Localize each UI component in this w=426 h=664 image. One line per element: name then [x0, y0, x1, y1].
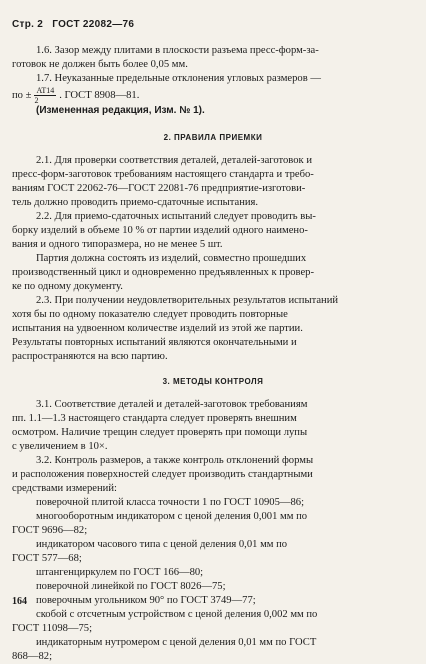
paragraph-2-3 — [12, 294, 416, 364]
text-line: испытания на удвоенном количестве изделий из этой же партии. — [12, 323, 303, 334]
formula-prefix: по ± — [12, 89, 32, 101]
text-line: с увеличением в 10×. — [12, 441, 108, 452]
fraction — [34, 86, 56, 105]
section-2-heading: 2. ПРАВИЛА ПРИЕМКИ — [163, 133, 263, 142]
list-item: поверочным угольником 90° по ГОСТ 3749—77; — [36, 595, 256, 606]
paragraph-1-6 — [12, 44, 416, 58]
list-item: многооборотным индикатором с ценой деления 0,001 мм по — [36, 511, 308, 522]
list-item: индикатором часового типа с ценой деления 0,01 мм по — [36, 539, 288, 550]
list-item: скобой с отсчетным устройством с ценой деления 0,002 мм по — [36, 609, 318, 620]
edition-note — [12, 104, 416, 118]
text-line: готовок не должен быть более 0,05 мм. — [12, 59, 188, 70]
paragraph-3-1 — [12, 398, 416, 454]
page-number: 164 — [12, 596, 27, 607]
fraction-numerator: AT14 — [36, 86, 55, 95]
text-line: 3.1. Соответствие деталей и деталей-заготовок требованиям — [36, 399, 308, 410]
paragraph-1-7-formula — [12, 86, 416, 105]
text-line: хотя бы по одному показателю следует проводить повторные — [12, 309, 288, 320]
text-line: 1.7. Неуказанные предельные отклонения угловых размеров — — [36, 73, 321, 84]
text-line: осмотром. Наличие трещин следует проверять при помощи лупы — [12, 427, 308, 438]
section-3-heading: 3. МЕТОДЫ КОНТРОЛЯ — [162, 377, 264, 386]
paragraph-2-2 — [12, 210, 416, 252]
page-label: Стр. 2 — [12, 19, 44, 30]
fraction-denominator: 2 — [34, 96, 39, 105]
list-item: поверочной линейкой по ГОСТ 8026—75; — [36, 581, 226, 592]
text-line: 2.3. При получении неудовлетворительных результатов испытаний — [36, 295, 339, 306]
text-line: ке по одному документу. — [12, 281, 123, 292]
text-line: ваниям ГОСТ 22062-76—ГОСТ 22081-76 предприятие-изготови- — [12, 183, 306, 194]
text-line: борку изделий в объеме 10 % от партии изделий одного наимено- — [12, 225, 308, 236]
list-item: штангенциркулем по ГОСТ 166—80; — [36, 567, 204, 578]
paragraph-3-2 — [12, 454, 416, 496]
edition-note-text: (Измененная редакция, Изм. № 1). — [36, 105, 205, 116]
paragraph-1-6-cont — [12, 58, 416, 72]
text-line: вания и одного типоразмера, но не менее 5 шт. — [12, 239, 223, 250]
list-item-cont: ГОСТ 577—68; — [12, 553, 82, 564]
text-line: Результаты повторных испытаний являются окончательными и — [12, 337, 297, 348]
text-line: производственный цикл и одновременно предъявленных к провер- — [12, 267, 314, 278]
text-line: 3.2. Контроль размеров, а также контроль отклонений формы — [36, 455, 314, 466]
text-line: Партия должна состоять из изделий, совместно прошедших — [36, 253, 307, 264]
text-line: тель должно проводить приемо-сдаточные испытания. — [12, 197, 259, 208]
text-line: средствами измерений: — [12, 483, 117, 494]
text-line: распространяются на всю партию. — [12, 351, 168, 362]
paragraph-1-7 — [12, 72, 416, 86]
list-item-cont: 868—82; — [12, 651, 53, 662]
list-item: индикаторным нутромером с ценой деления 0,01 мм по ГОСТ — [36, 637, 317, 648]
list-item-cont: ГОСТ 11098—75; — [12, 623, 93, 634]
text-line: 2.2. Для приемо-сдаточных испытаний следует проводить вы- — [36, 211, 316, 222]
instrument-list — [12, 496, 416, 664]
text-line: пресс-форм-заготовок требованиям настоящего стандарта и требо- — [12, 169, 314, 180]
list-item: поверочной плитой класса точности 1 по ГОСТ 10905—86; — [36, 497, 305, 508]
formula-suffix: . ГОСТ 8908—81. — [59, 89, 140, 101]
text-line: 2.1. Для проверки соответствия деталей, деталей-заготовок и — [36, 155, 312, 166]
page-header — [12, 19, 140, 30]
gost-number: ГОСТ 22082—76 — [52, 19, 135, 30]
text-line: пп. 1.1—1.3 настоящего стандарта следует проверять внешним — [12, 413, 297, 424]
paragraph-2-1 — [12, 154, 416, 210]
text-line: и расположения поверхностей следует производить стандартными — [12, 469, 313, 480]
paragraph-2-2-batch — [12, 252, 416, 294]
list-item-cont: ГОСТ 9696—82; — [12, 525, 88, 536]
text-line: 1.6. Зазор между плитами в плоскости разъема пресс-форм-за- — [36, 45, 319, 56]
